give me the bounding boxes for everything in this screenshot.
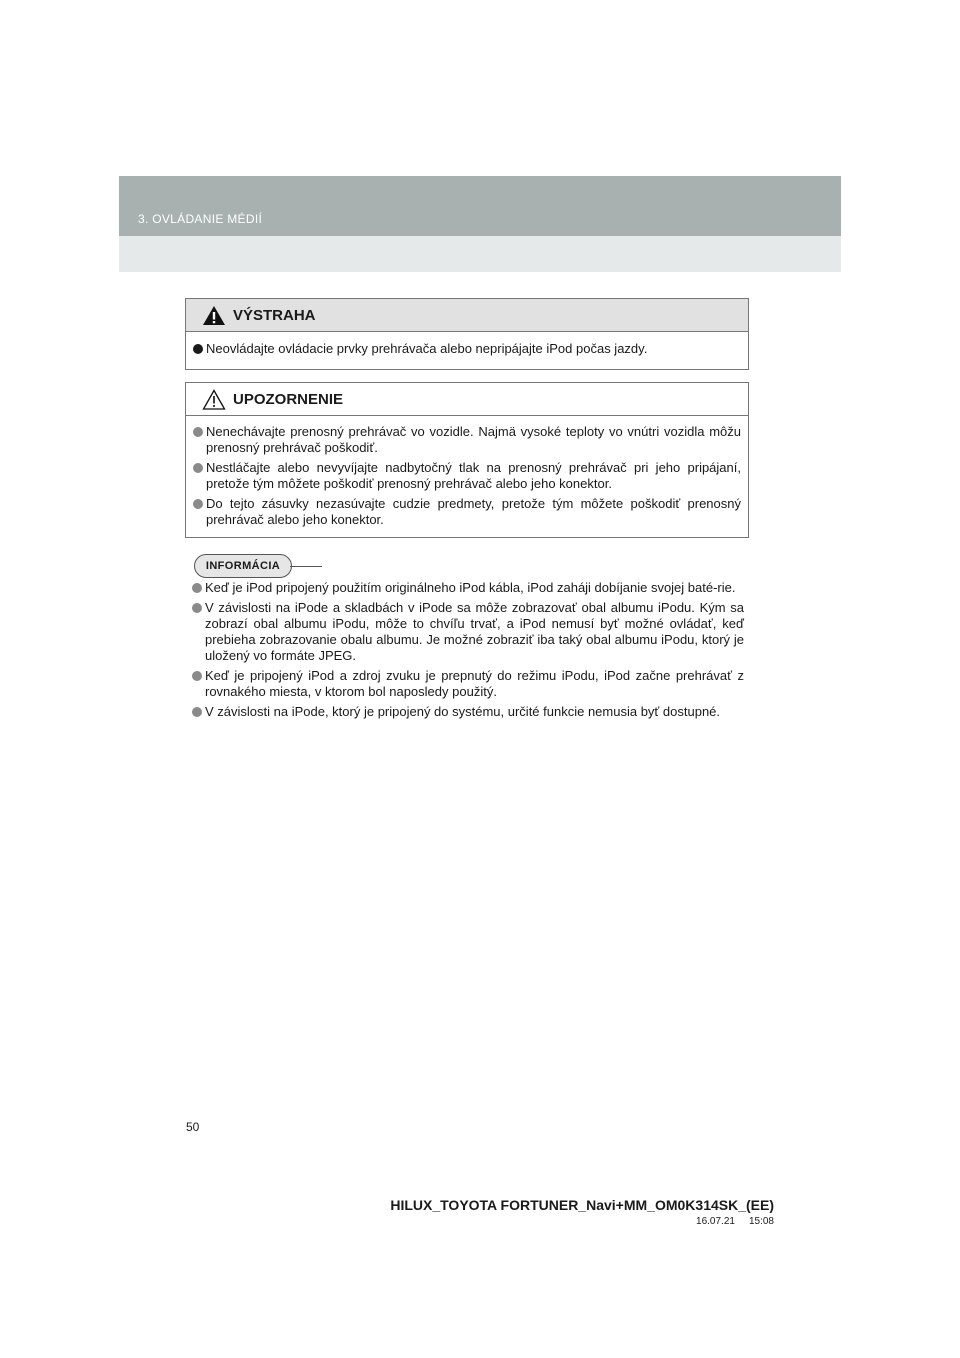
- warning-box: [185, 298, 749, 370]
- warning-triangle-icon: [202, 305, 226, 326]
- warning-item: Neovládajte ovládacie prvky prehrávača alebo nepripájajte iPod počas jazdy.: [195, 341, 741, 357]
- caution-item: Do tejto zásuvky nezasúvajte cudzie predmety, pretože tým môžete poškodiť prenosný prehrávač alebo jeho konektor.: [195, 496, 741, 528]
- header-band: [119, 176, 841, 236]
- information-item: Keď je iPod pripojený použitím originálneho iPod kábla, iPod zaháji dobíjanie svojej baté-rie.: [194, 580, 744, 596]
- section-title: 3. OVLÁDANIE MÉDIÍ: [138, 212, 263, 226]
- information-body: [194, 580, 744, 724]
- document-time: 15:08: [748, 1216, 774, 1227]
- caution-box: [185, 382, 749, 538]
- caution-triangle-icon: [202, 389, 226, 410]
- information-item: V závislosti na iPode, ktorý je pripojený do systému, určité funkcie nemusia byť dostupné.: [194, 704, 744, 720]
- information-label: INFORMÁCIA: [194, 554, 292, 578]
- document-date: 16.07.21: [696, 1216, 735, 1227]
- page-number: 50: [186, 1120, 200, 1134]
- warning-header: [186, 299, 748, 332]
- document-code: HILUX_TOYOTA FORTUNER_Navi+MM_OM0K314SK_(EE): [390, 1197, 774, 1213]
- header-subband: [119, 236, 841, 272]
- information-rule: [290, 566, 322, 567]
- information-item: V závislosti na iPode a skladbách v iPode sa môže zobrazovať obal albumu iPodu. Kým sa zobrazí obal albumu iPodu, môže to chvíľu trvať, a iPod nemusí byť možné ovládať, keď prebieha zobrazovanie obalu albumu. Je možné zobraziť iba taký obal albumu iPodu, ktorý je uložený vo formáte JPEG.: [194, 600, 744, 664]
- caution-header: [186, 383, 748, 416]
- caution-title: UPOZORNENIE: [233, 391, 344, 408]
- caution-item: Nestláčajte alebo nevyvíjajte nadbytočný tlak na prenosný prehrávač pri jeho pripájaní, pretože tým môžete poškodiť prenosný prehrávač alebo jeho konektor.: [195, 460, 741, 492]
- warning-title: VÝSTRAHA: [233, 307, 316, 324]
- caution-item: Nenechávajte prenosný prehrávač vo vozidle. Najmä vysoké teploty vo vnútri vozidla môžu prenosný prehrávač poškodiť.: [195, 424, 741, 456]
- information-item: Keď je pripojený iPod a zdroj zvuku je prepnutý do režimu iPodu, iPod začne prehrávať z rovnakého miesta, v ktorom bol naposledy použitý.: [194, 668, 744, 700]
- document-timestamp: [696, 1216, 774, 1227]
